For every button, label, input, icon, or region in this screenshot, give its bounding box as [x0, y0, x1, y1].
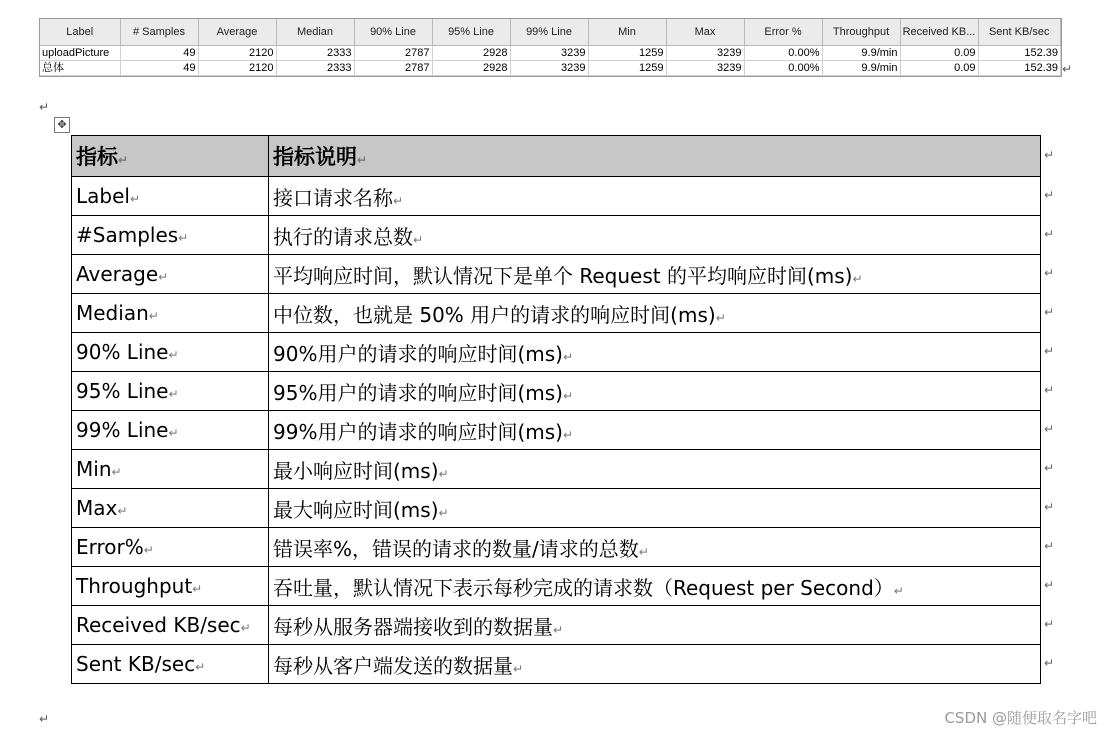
- paragraph-mark: ↵: [39, 712, 50, 726]
- row-end-mark: ↵: [1044, 382, 1055, 397]
- metric-description-cell: [269, 216, 1041, 255]
- summary-header-cell[interactable]: Average: [198, 19, 276, 46]
- summary-cell: 152.39: [978, 61, 1061, 76]
- row-end-mark: ↵: [1044, 460, 1055, 475]
- metric-name-cell: [72, 216, 269, 255]
- cell-text: 每秒从客户端发送的数据量: [273, 653, 513, 678]
- metric-description-cell: [269, 372, 1041, 411]
- cell-text: Throughput: [76, 574, 193, 598]
- cell-end-mark: ↵: [638, 544, 649, 559]
- metric-name-cell: [72, 645, 269, 684]
- cell-end-mark: ↵: [562, 388, 574, 403]
- cell-end-mark: ↵: [413, 232, 424, 247]
- cell-text: 平均响应时间，默认情况下是单个 Request 的平均响应时间(ms): [273, 263, 853, 288]
- watermark: CSDN @随便取名字吧: [944, 709, 1097, 727]
- summary-header-cell[interactable]: # Samples: [120, 19, 198, 46]
- summary-header-cell[interactable]: Error %: [744, 19, 822, 46]
- cell-end-mark: ↵: [168, 426, 179, 440]
- metrics-row: [72, 294, 1041, 333]
- row-end-mark: ↵: [1044, 421, 1055, 436]
- summary-header-cell[interactable]: Label: [40, 19, 120, 46]
- cell-end-mark: ↵: [562, 349, 574, 364]
- cell-text: 指标说明: [273, 145, 357, 169]
- summary-header-cell[interactable]: Sent KB/sec: [978, 19, 1061, 46]
- cell-text: Received KB/sec: [76, 613, 241, 637]
- cell-end-mark: ↵: [195, 660, 206, 674]
- cell-end-mark: ↵: [240, 621, 251, 635]
- metric-name-cell: [72, 177, 269, 216]
- metrics-row: [72, 567, 1041, 606]
- cell-end-mark: ↵: [192, 582, 203, 596]
- row-end-mark: ↵: [1044, 538, 1055, 553]
- metrics-table: [71, 135, 1041, 684]
- cell-end-mark: ↵: [117, 504, 128, 518]
- row-end-mark: ↵: [1044, 265, 1055, 280]
- summary-cell: 2333: [276, 46, 354, 61]
- cell-text: 指标: [76, 145, 118, 169]
- metrics-row: [72, 255, 1041, 294]
- metric-name-cell: [72, 489, 269, 528]
- summary-cell: 3239: [666, 46, 744, 61]
- cell-end-mark: ↵: [158, 270, 169, 284]
- metrics-row: [72, 177, 1041, 216]
- metric-description-cell: [269, 606, 1041, 645]
- summary-header-cell[interactable]: 90% Line: [354, 19, 432, 46]
- summary-cell: 2333: [276, 61, 354, 76]
- summary-cell: 2120: [198, 61, 276, 76]
- cell-text: #Samples: [76, 223, 179, 247]
- cell-text: 吞吐量，默认情况下表示每秒完成的请求数（Request per Second）: [273, 575, 894, 600]
- summary-cell: 3239: [510, 61, 588, 76]
- summary-cell: 1259: [588, 46, 666, 61]
- metric-description-cell: [269, 528, 1041, 567]
- summary-table-container: [39, 18, 1062, 77]
- row-end-mark: ↵: [1044, 499, 1055, 514]
- cell-text: Max: [76, 496, 118, 520]
- metric-name-cell: [72, 411, 269, 450]
- metric-name-cell: [72, 606, 269, 645]
- metric-description-cell: [269, 645, 1041, 684]
- metric-name-cell: [72, 255, 269, 294]
- cell-text: 每秒从服务器端接收到的数据量: [273, 614, 553, 639]
- metric-name-cell: [72, 333, 269, 372]
- metric-description-cell: [269, 567, 1041, 606]
- paragraph-mark: ↵: [1062, 62, 1073, 76]
- cell-end-mark: ↵: [893, 583, 904, 598]
- summary-cell: 3239: [510, 46, 588, 61]
- cell-text: Median: [76, 301, 149, 325]
- row-end-mark: ↵: [1044, 147, 1055, 162]
- summary-cell: 0.00%: [744, 61, 822, 76]
- cell-text: 中位数，也就是 50% 用户的请求的响应时间(ms): [273, 302, 716, 327]
- row-end-mark: ↵: [1044, 655, 1055, 670]
- summary-cell: 2787: [354, 46, 432, 61]
- metrics-row: [72, 489, 1041, 528]
- summary-header-cell[interactable]: Max: [666, 19, 744, 46]
- summary-cell: 9.9/min: [822, 46, 900, 61]
- cell-text: Min: [76, 457, 112, 481]
- metrics-row: [72, 528, 1041, 567]
- cell-text: 最小响应时间(ms): [273, 458, 439, 483]
- cell-end-mark: ↵: [357, 153, 368, 167]
- summary-row[interactable]: [40, 61, 1061, 76]
- summary-header-row: [40, 19, 1061, 46]
- metric-name-cell: [72, 528, 269, 567]
- summary-header-cell[interactable]: 99% Line: [510, 19, 588, 46]
- metrics-row: [72, 372, 1041, 411]
- metric-description-cell: [269, 255, 1041, 294]
- row-end-mark: ↵: [1044, 577, 1055, 592]
- row-end-mark: ↵: [1044, 304, 1055, 319]
- metrics-row: [72, 411, 1041, 450]
- paragraph-mark: ↵: [39, 100, 50, 114]
- cell-end-mark: ↵: [111, 465, 122, 479]
- metric-description-cell: [269, 294, 1041, 333]
- summary-cell: 2928: [432, 61, 510, 76]
- cell-text: 错误率%，错误的请求的数量/请求的总数: [273, 536, 639, 561]
- cell-text: 90%用户的请求的响应时间(ms): [273, 341, 563, 366]
- cell-text: 95%用户的请求的响应时间(ms): [273, 380, 563, 405]
- summary-table: [40, 19, 1061, 76]
- summary-cell: 9.9/min: [822, 61, 900, 76]
- summary-header-cell[interactable]: Median: [276, 19, 354, 46]
- summary-cell: 0.00%: [744, 46, 822, 61]
- row-end-mark: ↵: [1044, 616, 1055, 631]
- summary-cell: 1259: [588, 61, 666, 76]
- cell-text: 接口请求名称: [273, 185, 393, 210]
- summary-row[interactable]: [40, 46, 1061, 61]
- summary-cell: 49: [120, 46, 198, 61]
- cell-text: 99% Line: [76, 418, 169, 442]
- summary-header-cell[interactable]: Min: [588, 19, 666, 46]
- cell-end-mark: ↵: [118, 153, 129, 167]
- cell-end-mark: ↵: [553, 622, 564, 637]
- row-end-mark: ↵: [1044, 226, 1055, 241]
- cell-text: 99%用户的请求的响应时间(ms): [273, 419, 563, 444]
- metrics-row: [72, 606, 1041, 645]
- cell-text: 最大响应时间(ms): [273, 497, 439, 522]
- cell-end-mark: ↵: [513, 661, 524, 676]
- metrics-row: [72, 645, 1041, 684]
- metrics-row: [72, 333, 1041, 372]
- metric-description-cell: [269, 177, 1041, 216]
- cell-text: Label: [76, 184, 130, 208]
- cell-text: 90% Line: [76, 340, 169, 364]
- summary-cell: 2787: [354, 61, 432, 76]
- row-end-mark: ↵: [1044, 343, 1055, 358]
- cell-end-mark: ↵: [438, 505, 449, 520]
- metric-description-cell: [269, 411, 1041, 450]
- summary-cell: 2928: [432, 46, 510, 61]
- cell-end-mark: ↵: [168, 387, 179, 401]
- summary-cell: 152.39: [978, 46, 1061, 61]
- summary-cell: 总体: [40, 61, 120, 76]
- cell-end-mark: ↵: [393, 193, 404, 208]
- summary-cell: 2120: [198, 46, 276, 61]
- cell-end-mark: ↵: [178, 231, 189, 245]
- cell-end-mark: ↵: [852, 271, 863, 286]
- cell-end-mark: ↵: [438, 466, 449, 481]
- cell-text: Sent KB/sec: [76, 652, 196, 676]
- summary-cell: 0.09: [900, 46, 978, 61]
- metric-name-cell: [72, 450, 269, 489]
- summary-cell: 49: [120, 61, 198, 76]
- table-move-handle-icon[interactable]: ✥: [54, 117, 70, 133]
- cell-end-mark: ↵: [168, 348, 179, 362]
- cell-end-mark: ↵: [562, 427, 574, 442]
- summary-cell: uploadPicture: [40, 46, 120, 61]
- metric-description-cell: [269, 450, 1041, 489]
- metrics-row: [72, 450, 1041, 489]
- summary-header-cell[interactable]: Received KB...: [900, 19, 978, 46]
- summary-header-cell[interactable]: Throughput: [822, 19, 900, 46]
- cell-end-mark: ↵: [143, 543, 154, 557]
- cell-end-mark: ↵: [129, 192, 141, 206]
- summary-cell: 3239: [666, 61, 744, 76]
- cell-end-mark: ↵: [148, 309, 159, 323]
- metrics-row: [72, 216, 1041, 255]
- cell-text: 95% Line: [76, 379, 169, 403]
- metric-description-cell: [269, 489, 1041, 528]
- cell-text: Average: [76, 262, 159, 286]
- summary-cell: 0.09: [900, 61, 978, 76]
- cell-end-mark: ↵: [715, 310, 726, 325]
- cell-text: Error%: [76, 535, 144, 559]
- metric-name-cell: [72, 372, 269, 411]
- metrics-header-cell: [72, 136, 269, 177]
- metric-name-cell: [72, 567, 269, 606]
- summary-header-cell[interactable]: 95% Line: [432, 19, 510, 46]
- cell-text: 执行的请求总数: [273, 224, 413, 249]
- metric-name-cell: [72, 294, 269, 333]
- row-end-mark: ↵: [1044, 187, 1055, 202]
- metrics-header-cell: [269, 136, 1041, 177]
- metrics-header-row: [72, 136, 1041, 177]
- metric-description-cell: [269, 333, 1041, 372]
